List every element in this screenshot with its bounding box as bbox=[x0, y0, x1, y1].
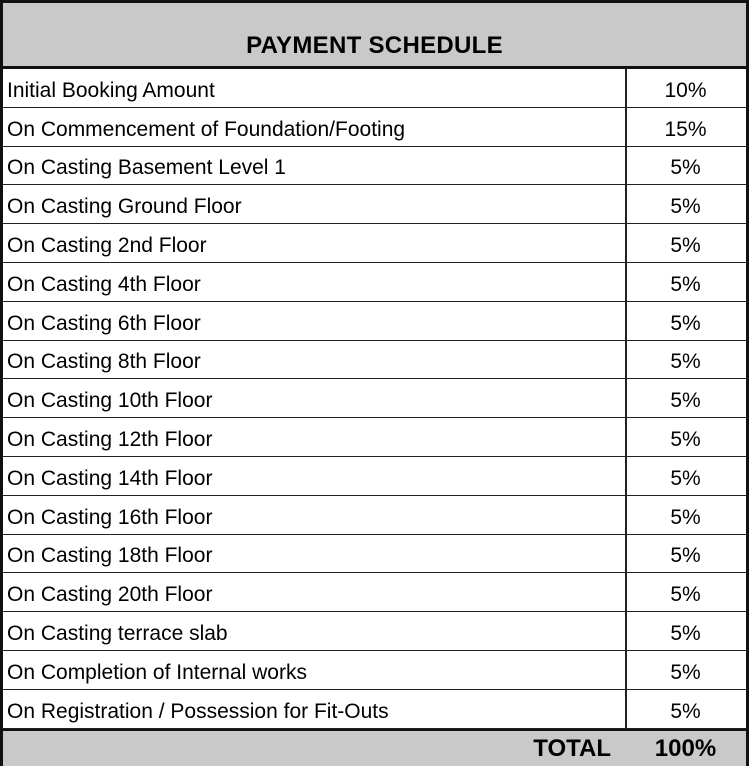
milestone-percent: 10% bbox=[664, 78, 707, 102]
milestone-label: On Casting 18th Floor bbox=[7, 544, 213, 568]
milestone-label: On Casting 12th Floor bbox=[7, 427, 213, 451]
table-row bbox=[3, 651, 746, 690]
milestone-label: On Casting 8th Floor bbox=[7, 350, 201, 374]
milestone-label: On Casting 2nd Floor bbox=[7, 233, 207, 257]
milestone-label: Initial Booking Amount bbox=[7, 78, 215, 102]
table-row bbox=[3, 379, 746, 418]
table-row bbox=[3, 147, 746, 186]
milestone-label: On Casting Ground Floor bbox=[7, 195, 242, 219]
milestone-percent: 15% bbox=[664, 117, 707, 141]
table-row bbox=[3, 108, 746, 147]
table-body bbox=[3, 69, 746, 729]
milestone-percent: 5% bbox=[670, 505, 701, 529]
milestone-label: On Casting 20th Floor bbox=[7, 583, 213, 607]
milestone-percent: 5% bbox=[670, 156, 701, 180]
milestone-percent: 5% bbox=[670, 233, 701, 257]
milestone-label: On Casting terrace slab bbox=[7, 621, 228, 645]
milestone-label: On Casting 6th Floor bbox=[7, 311, 201, 335]
milestone-label: On Casting 14th Floor bbox=[7, 466, 213, 490]
table-row bbox=[3, 224, 746, 263]
table-row bbox=[3, 418, 746, 457]
milestone-label: On Registration / Possession for Fit-Outs bbox=[7, 699, 389, 723]
total-label: TOTAL bbox=[533, 735, 611, 762]
milestone-label: On Casting 16th Floor bbox=[7, 505, 213, 529]
table-row bbox=[3, 341, 746, 380]
milestone-percent: 5% bbox=[670, 621, 701, 645]
milestone-percent: 5% bbox=[670, 466, 701, 490]
milestone-percent: 5% bbox=[670, 350, 701, 374]
milestone-percent: 5% bbox=[670, 427, 701, 451]
milestone-percent: 5% bbox=[670, 272, 701, 296]
milestone-percent: 5% bbox=[670, 311, 701, 335]
milestone-label: On Casting 10th Floor bbox=[7, 389, 213, 413]
table-row bbox=[3, 690, 746, 729]
table-title-row bbox=[3, 3, 746, 69]
milestone-percent: 5% bbox=[670, 583, 701, 607]
milestone-percent: 5% bbox=[670, 389, 701, 413]
milestone-percent: 5% bbox=[670, 195, 701, 219]
milestone-percent: 5% bbox=[670, 544, 701, 568]
table-row bbox=[3, 535, 746, 574]
table-row bbox=[3, 612, 746, 651]
milestone-label: On Commencement of Foundation/Footing bbox=[7, 117, 406, 141]
milestone-label: On Casting 4th Floor bbox=[7, 272, 201, 296]
column-divider bbox=[625, 69, 627, 766]
table-row bbox=[3, 573, 746, 612]
total-value: 100% bbox=[654, 735, 717, 762]
table-row bbox=[3, 263, 746, 302]
table-row bbox=[3, 457, 746, 496]
table-row bbox=[3, 496, 746, 535]
milestone-label: On Completion of Internal works bbox=[7, 660, 307, 684]
table-row bbox=[3, 302, 746, 341]
milestone-percent: 5% bbox=[670, 699, 701, 723]
total-row bbox=[3, 729, 746, 766]
table-title: PAYMENT SCHEDULE bbox=[246, 32, 503, 59]
milestone-label: On Casting Basement Level 1 bbox=[7, 156, 286, 180]
milestone-percent: 5% bbox=[670, 660, 701, 684]
table-row bbox=[3, 185, 746, 224]
table-row bbox=[3, 69, 746, 108]
